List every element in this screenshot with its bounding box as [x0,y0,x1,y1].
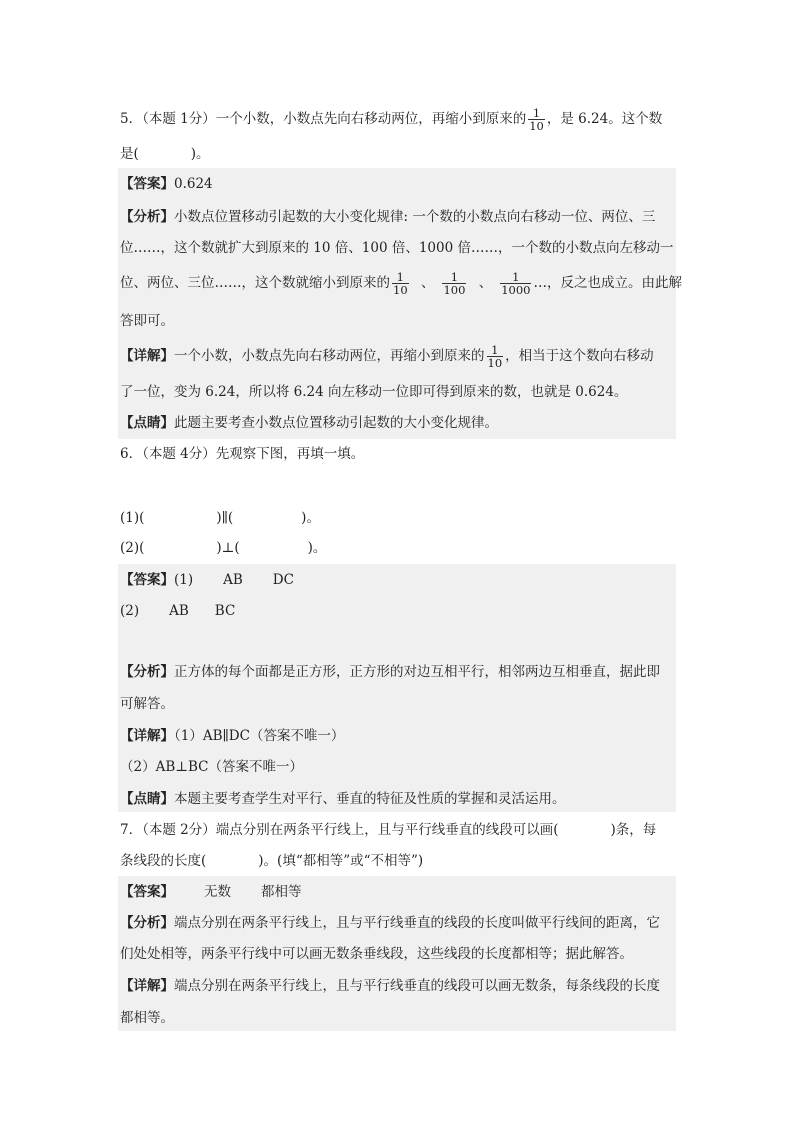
answer-label: 【答案】 [120,572,174,588]
q6-analysis-line2: 可解答。 [120,696,174,712]
q6-sub2: (2)( )⊥( )。 [120,540,327,556]
detail-label: 【详解】 [120,728,174,744]
answer-label: 【答案】 [120,176,174,192]
q5-stem-line2: 是( )。 [120,146,210,162]
fraction-one-thousandth: $\frac{1}{1000}$ [501,270,531,297]
q5-analysis-line1: 【分析】小数点位置移动引起数的大小变化规律: 一个数的小数点向右移动一位、两位、三 [120,209,656,225]
fraction-one-tenth: $\frac{1}{10}$ [487,343,503,370]
answer-label: 【答案】 [120,884,174,900]
q5-analysis-line2: 位……，这个数就扩大到原来的 10 倍、100 倍、1000 倍……，一个数的小数点向左移动一 [120,240,674,256]
q6-answer-line2: (2) AB BC [120,603,236,619]
detail-label: 【详解】 [120,348,174,364]
q7-stem-line2: 条线段的长度( )。(填“都相等”或“不相等”) [120,853,424,869]
q6-stem: 6．（本题 4分）先观察下图，再填一填。 [120,446,365,462]
q6-sub1: (1)( )∥( )。 [120,510,320,526]
q5-point: 【点睛】此题主要考查小数点位置移动引起数的大小变化规律。 [120,415,498,431]
q7-stem-line1: 7．（本题 2分）端点分别在两条平行线上，且与平行线垂直的线段可以画( )条，每 [120,822,657,838]
q7-detail-line1: 【详解】端点分别在两条平行线上，且与平行线垂直的线段可以画无数条，每条线段的长度 [120,978,660,994]
q5-analysis-line3: 位、两位、三位……，这个数就缩小到原来的 $\frac{1}{10}$ 、 $\frac{1}{100}$ 、 $\frac{1}{1000}$ …，反之也成立。由此解 [120,270,682,297]
q7-analysis-line2: 们处处相等，两条平行线中可以画无数条垂线段，这些线段的长度都相等；据此解答。 [120,946,633,962]
q5-detail-line2: 了一位，变为 6.24，所以将 6.24 向左移动一位即可得到原来的数，也就是 0.624。 [120,384,628,400]
detail-label: 【详解】 [120,978,174,994]
q7-analysis-line1: 【分析】端点分别在两条平行线上，且与平行线垂直的线段的长度叫做平行线间的距离，它 [120,915,660,931]
fraction-one-tenth: $\frac{1}{10}$ [393,270,408,297]
q7-answer: 【答案】 无数 都相等 [120,884,302,900]
point-label: 【点睛】 [120,415,174,431]
fraction-one-hundredth: $\frac{1}{100}$ [443,270,466,297]
q6-point: 【点睛】本题主要考查学生对平行、垂直的特征及性质的掌握和灵活运用。 [120,791,566,807]
answer-value: 0.624 [174,176,213,192]
q6-detail-line2: （2）AB⊥BC（答案不唯一） [120,759,303,775]
analysis-label: 【分析】 [120,664,174,680]
q5-answer [120,174,676,194]
fraction-one-tenth: $\frac{1}{10}$ [529,106,544,133]
analysis-label: 【分析】 [120,915,174,931]
q6-analysis-line1: 【分析】正方体的每个面都是正方形，正方形的对边互相平行，相邻两边互相垂直，据此即 [120,664,660,680]
q5-detail-line1: 【详解】一个小数，小数点先向右移动两位，再缩小到原来的 $\frac{1}{10}$ ，相当于这个数向右移动 [120,343,654,370]
point-label: 【点睛】 [120,791,174,807]
q5-stem-line1: 5．（本题 1分）一个小数，小数点先向右移动两位，再缩小到原来的 $\frac{1}{10}$ ，是 6.24。这个数 [120,106,663,133]
q7-detail-line2: 都相等。 [120,1010,174,1026]
q6-answer-line1: 【答案】(1) AB DC [120,572,294,588]
q6-detail-line1: 【详解】（1）AB∥DC（答案不唯一） [120,728,345,744]
q5-analysis-line4: 答即可。 [120,313,174,329]
analysis-label: 【分析】 [120,209,174,225]
